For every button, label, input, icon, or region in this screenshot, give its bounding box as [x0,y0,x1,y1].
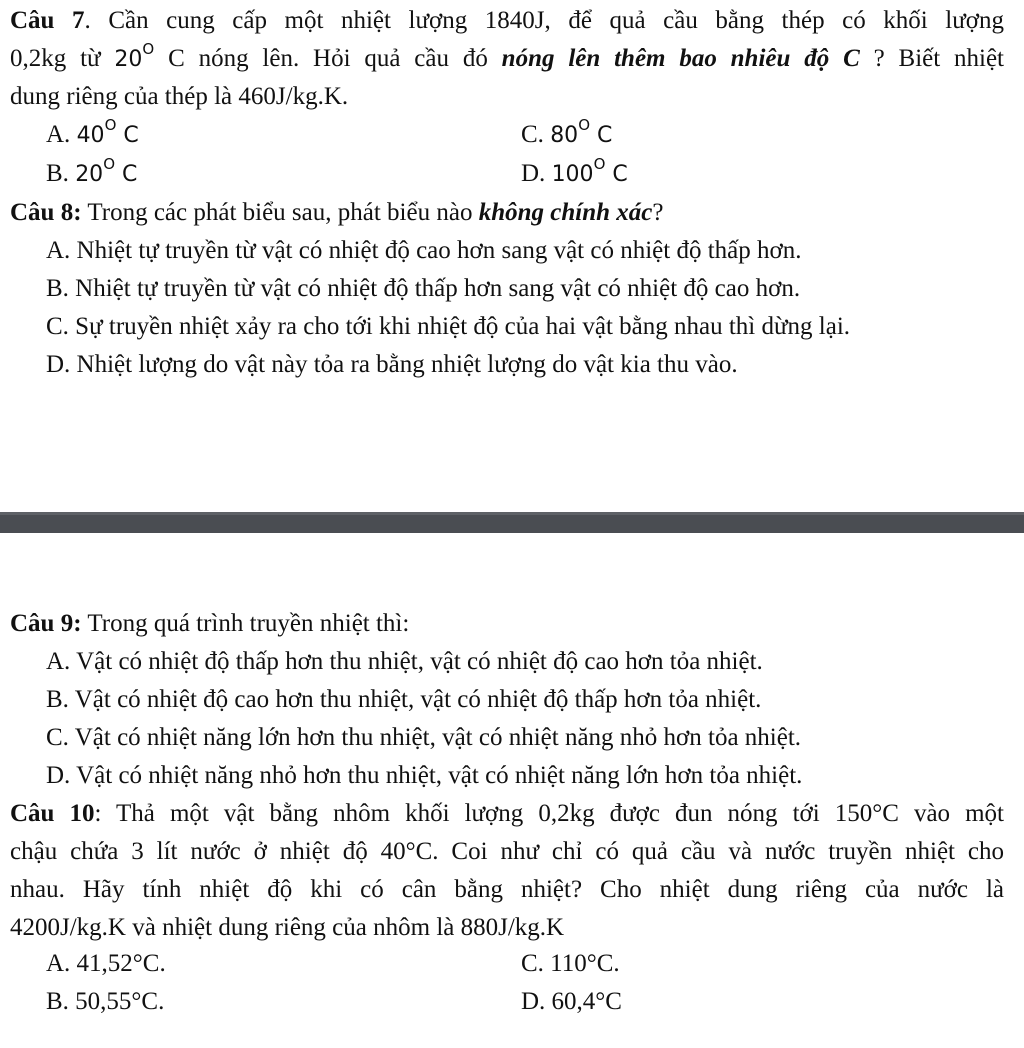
q8-emphasis: không chính xác [478,199,653,226]
q7-option-c[interactable]: C. $80^O$ C [521,116,613,148]
question-7 [10,2,1004,116]
q10-line-2: chậu chứa 3 lít nước ở nhiệt độ 40°C. Coi như chỉ có quả cầu và nước truyền nhiệt cho [10,838,1004,865]
q10-heading: Câu 10 [10,800,95,827]
q10-option-b[interactable]: B. 50,55°C. [46,988,165,1015]
q10-line-1: Câu 10: Thả một vật bằng nhôm khối lượng 0,2kg được đun nóng tới 150°C vào một [10,800,1004,827]
q9-heading: Câu 9: [10,610,82,637]
q8-option-a[interactable]: A. Nhiệt tự truyền từ vật có nhiệt độ cao hơn sang vật có nhiệt độ thấp hơn. [46,237,802,264]
q8-heading: Câu 8: [10,199,82,226]
question-10 [10,795,1004,947]
q7-line-2: 0,2kg từ $20^O$ C nóng lên. Hỏi quả cầu đó nóng lên thêm bao nhiêu độ C ? Biết nhiệt [10,40,1004,72]
q9-option-a[interactable]: A. Vật có nhiệt độ thấp hơn thu nhiệt, vật có nhiệt độ cao hơn tỏa nhiệt. [46,648,763,675]
page-break-divider [0,512,1024,533]
q10-option-a[interactable]: A. 41,52°C. [46,950,166,977]
q7-emphasis: nóng lên thêm bao nhiêu độ C [501,45,860,72]
q8-option-b[interactable]: B. Nhiệt tự truyền từ vật có nhiệt độ thấp hơn sang vật có nhiệt độ cao hơn. [46,275,801,302]
q10-line-4: 4200J/kg.K và nhiệt dung riêng của nhôm là 880J/kg.K [10,914,565,941]
q7-heading: Câu 7 [10,7,85,34]
q9-option-d[interactable]: D. Vật có nhiệt năng nhỏ hơn thu nhiệt, vật có nhiệt năng lớn hơn tỏa nhiệt. [46,762,803,789]
q8-option-c[interactable]: C. Sự truyền nhiệt xảy ra cho tới khi nhiệt độ của hai vật bằng nhau thì dừng lại. [46,313,851,340]
q8-option-d[interactable]: D. Nhiệt lượng do vật này tỏa ra bằng nhiệt lượng do vật kia thu vào. [46,351,738,378]
q9-option-c[interactable]: C. Vật có nhiệt năng lớn hơn thu nhiệt, vật có nhiệt năng nhỏ hơn tỏa nhiệt. [46,724,802,751]
question-9-stem: Câu 9: Trong quá trình truyền nhiệt thì: [10,610,410,637]
q9-option-b[interactable]: B. Vật có nhiệt độ cao hơn thu nhiệt, vật có nhiệt độ thấp hơn tỏa nhiệt. [46,686,762,713]
q10-option-c[interactable]: C. 110°C. [521,950,620,977]
q10-option-d[interactable]: D. 60,4°C [521,988,622,1015]
q7-line-1: Câu 7. Cần cung cấp một nhiệt lượng 1840J, để quả cầu bằng thép có khối lượng [10,7,1004,34]
question-8-stem: Câu 8: Trong các phát biểu sau, phát biểu nào không chính xác? [10,199,664,226]
q7-option-d[interactable]: D. $100^O$ C [521,155,628,187]
q7-option-b[interactable]: B. $20^O$ C [46,155,138,187]
q7-option-a[interactable]: A. $40^O$ C [46,116,139,148]
q7-line-3: dung riêng của thép là 460J/kg.K. [10,83,349,110]
q10-line-3: nhau. Hãy tính nhiệt độ khi có cân bằng nhiệt? Cho nhiệt dung riêng của nước là [10,876,1004,903]
